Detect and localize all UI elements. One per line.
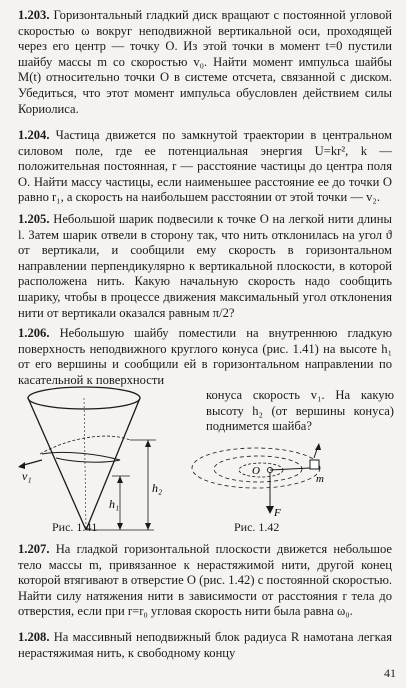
problem-text: Небольшую шайбу поместили на внутреннюю гладкую поверхность неподвижного круглого конуса (рис. 1.41) на высоте h₁ от его вершины и сообщили ей в горизонтальном направлении по касательной к поверхности (18, 326, 392, 387)
problem-number: 1.208. (18, 630, 50, 644)
figure-1-41-caption: Рис. 1.41 (52, 520, 98, 534)
problem-text: Горизонтальный гладкий диск вращают с постоянной угловой скоростью ω вокруг неподвижной вертикальной оси, проходящей через его центр — точку O. Из этой точки в момент t=0 пустили шайбу массы m со скоростью v₀. Найти момент импульса шайбы M(t) относительно точки O в системе отсчета, связанной с диском. Убедиться, что этот момент импульса обусловлен действием силы Кориолиса. (18, 8, 392, 116)
h1-arrow-down (117, 523, 123, 530)
problem-1-203 (18, 8, 392, 117)
string-line (270, 468, 310, 470)
figure-1-42-caption: Рис. 1.42 (234, 520, 280, 534)
problem-number: 1.207. (18, 542, 50, 556)
problem-number: 1.205. (18, 212, 50, 226)
problem-number: 1.206. (18, 326, 50, 340)
problem-1-204 (18, 128, 392, 206)
hole-label: O (252, 465, 260, 477)
body-label: m (316, 473, 324, 485)
figure-1-41 (12, 380, 202, 540)
problem-text: На гладкой горизонтальной плоскости движется небольшое тело массы m, привязанное к нерастяжимой нити, другой конец которой втягивают в отверстие O (рис. 1.42) с постоянной скоростью. Найти силу натяжения нити в зависимости от расстояния r тела до отверстия, если при r=r₀ угловая скорость нити была равна ω₀. (18, 542, 392, 619)
h2-arrow-down (145, 523, 151, 530)
problem-1-205 (18, 212, 392, 321)
cone-diagram (12, 380, 202, 540)
h2-arrow-up (145, 440, 151, 447)
problem-text: Частица движется по замкнутой траектории в центральном силовом поле, где ее потенциальная энергия U=kr², k — положительная постоянная, r — расстояние частицы до центра поля O. Найти массу частицы, если наименьшее расстояние ее до точки O равно r₁, а скорость на наибольшем расстоянии от этой точки — v₂. (18, 128, 392, 205)
cone-left-edge (28, 398, 86, 530)
force-label: F (274, 507, 281, 519)
problem-1-208 (18, 630, 392, 661)
motion-arrowhead (315, 443, 321, 450)
body-m (310, 460, 319, 469)
problem-1-206-continuation: конуса скорость v₁. На какую высоту h₂ (от вершины конуса) поднимется шайба? (206, 388, 394, 434)
h1-label: h₁ (109, 497, 120, 511)
force-arrowhead (266, 506, 274, 514)
problem-number: 1.203. (18, 8, 50, 22)
problem-1-207 (18, 542, 392, 620)
velocity-arrowhead (18, 462, 25, 469)
h2-label: h₂ (152, 481, 163, 495)
spiral-diagram (186, 440, 396, 520)
cone-axis (84, 398, 86, 530)
velocity-label: v₁ (22, 469, 32, 483)
h1-arrow-up (117, 476, 123, 483)
problem-text: На массивный неподвижный блок радиуса R намотана легкая нерастяжимая нить, к свободному концу (18, 630, 392, 660)
problem-number: 1.204. (18, 128, 50, 142)
figure-1-42 (186, 440, 396, 520)
problem-text: Небольшой шарик подвесили к точке O на легкой нити длины l. Затем шарик отвели в сторону так, что нить отклонилась на угол ϑ от вертикали, и сообщили ему скорость в горизонтальном направлении перпендикулярно к вертикальной плоскости, в которой расположена нить. Какую начальную скорость надо сообщить шарику, чтобы в процессе движения максимальный угол отклонения нити от вертикали оказался равным π/2? (18, 212, 392, 320)
page-number: 41 (384, 666, 396, 680)
